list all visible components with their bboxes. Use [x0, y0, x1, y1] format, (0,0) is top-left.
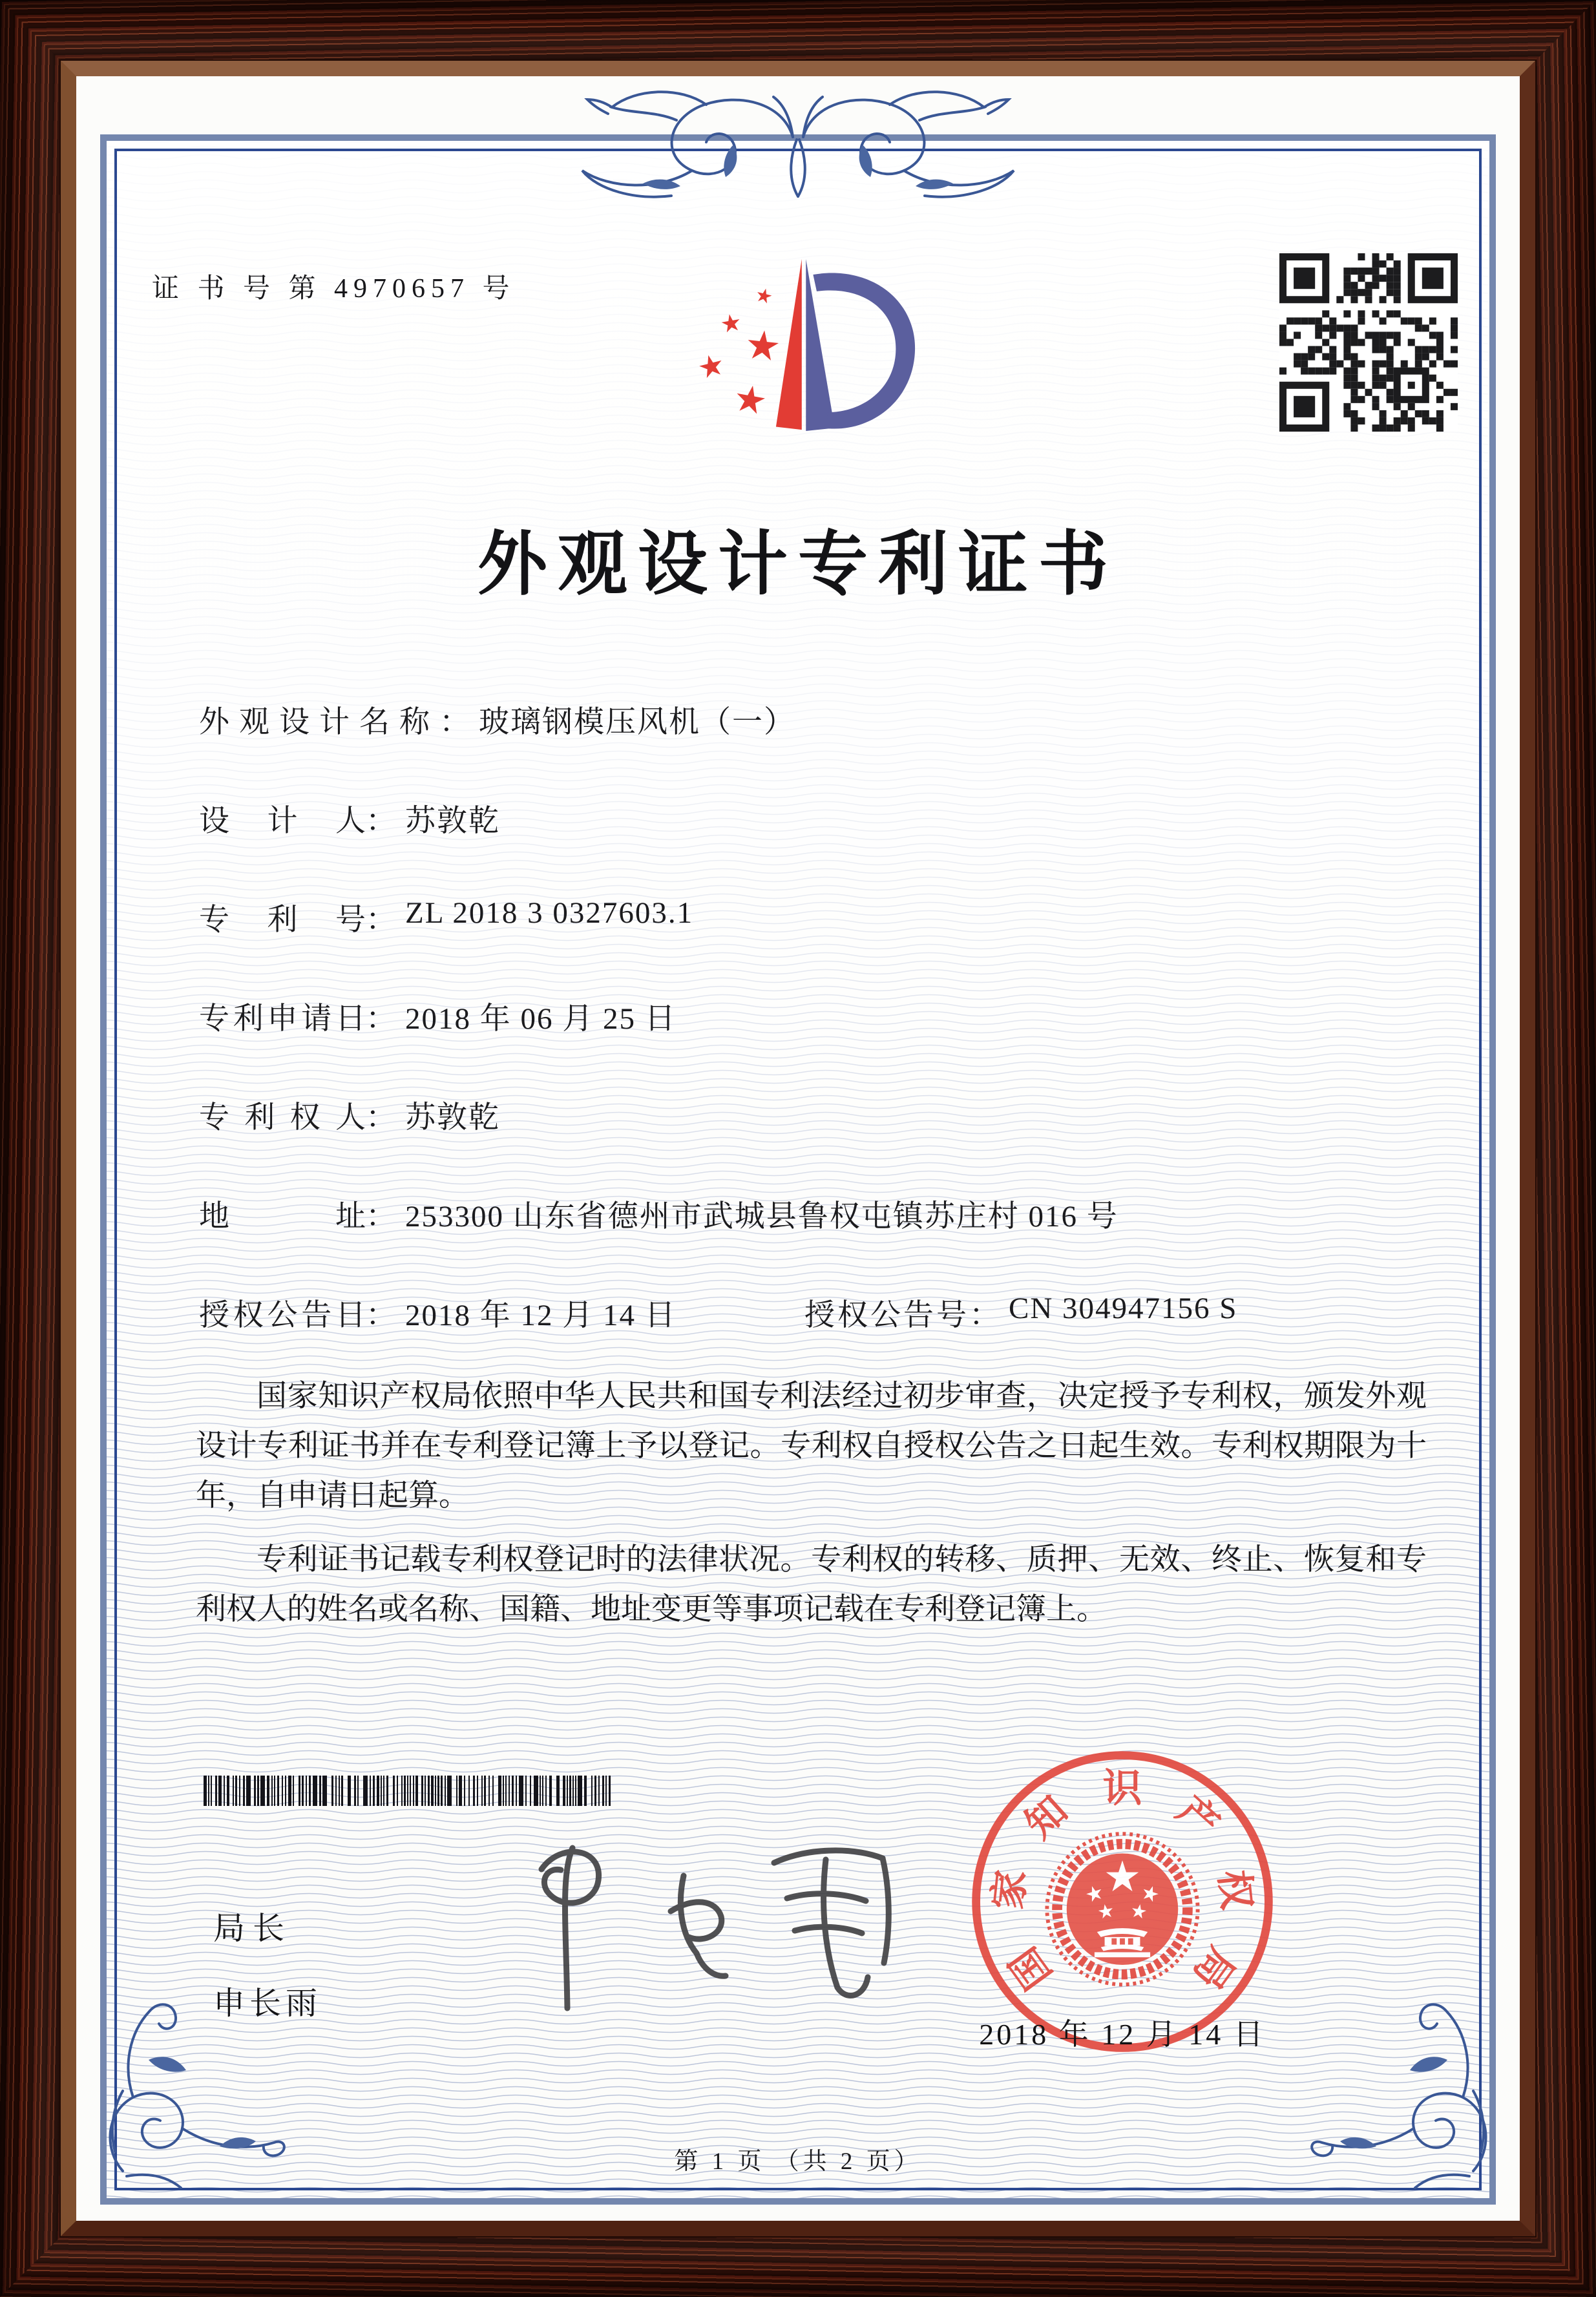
field-colon: ： [366, 1002, 396, 1036]
barcode-bar [519, 1776, 523, 1806]
field-label: 外观设计名称 [199, 706, 439, 739]
field-colon: ： [366, 1200, 396, 1233]
seal-char: 识 [1102, 1767, 1142, 1811]
officer-block [213, 1904, 322, 2024]
grant-number-field [804, 1291, 1237, 1334]
field-value: 苏敦乾 [405, 804, 500, 838]
field-row-design-name [199, 698, 1427, 797]
barcode-gap [494, 1776, 498, 1806]
qr-code-icon [1279, 253, 1458, 432]
seal-date: 2018 年 12 月 14 日 [979, 2018, 1266, 2051]
logo-stars [697, 287, 780, 415]
field-colon: ： [969, 1299, 1000, 1332]
field-colon: ： [366, 903, 396, 937]
field-label: 设计人 [199, 804, 366, 838]
barcode-bar [578, 1776, 582, 1806]
legal-paragraph-1: 国家知识产权局依照中华人民共和国专利法经过初步审查，决定授予专利权，颁发外观设计专利证书并在专利登记簿上予以登记。专利权自授权公告之日起生效。专利权期限为十年，自申请日起算。 [196, 1379, 1427, 1513]
field-label: 地址 [199, 1200, 366, 1233]
field-label: 专利申请日 [199, 1002, 366, 1036]
barcode-bar [322, 1776, 327, 1806]
field-value: ZL 2018 3 0327603.1 [405, 896, 694, 930]
field-colon: ： [366, 804, 396, 838]
field-colon: ： [366, 1101, 396, 1135]
field-colon: ： [439, 706, 470, 739]
field-value: 玻璃钢模压风机（一） [479, 706, 795, 739]
field-row-address [199, 1192, 1427, 1291]
officer-title: 局长 [213, 1911, 293, 1946]
barcode-gap [359, 1776, 363, 1806]
seal-char: 知 [1018, 1788, 1076, 1847]
field-value: CN 304947156 S [1009, 1292, 1238, 1325]
barcode-gap [388, 1776, 393, 1806]
certificate-content [76, 76, 1520, 2221]
field-value: 2018 年 06 月 25 日 [405, 1002, 677, 1036]
barcode-gap [611, 1776, 612, 1806]
barcode-bar [260, 1776, 265, 1806]
barcode-gap [343, 1776, 348, 1806]
barcode [204, 1776, 612, 1806]
field-label: 授权公告号 [804, 1299, 969, 1332]
legal-paragraph-2: 专利证书记载专利权登记时的法律状况。专利权的转移、质押、无效、终止、恢复和专利权人的姓名或名称、国籍、地址变更等事项记载在专利登记簿上。 [196, 1543, 1427, 1626]
legal-text [196, 1372, 1427, 1635]
field-list [199, 698, 1427, 1390]
barcode-bar [363, 1776, 368, 1806]
barcode-gap [552, 1776, 556, 1806]
certificate-title: 外观设计专利证书 [477, 523, 1118, 605]
barcode-bar [246, 1776, 251, 1806]
field-label: 授权公告日 [199, 1299, 366, 1332]
national-emblem-icon [1047, 1834, 1197, 1984]
seal-char: 家 [987, 1868, 1034, 1912]
field-row-patent-number [199, 896, 1427, 994]
seal-char: 产 [1168, 1788, 1227, 1847]
barcode-gap [452, 1776, 456, 1806]
field-colon: ： [366, 1299, 396, 1332]
field-value: 苏敦乾 [405, 1101, 500, 1135]
seal-char: 权 [1210, 1868, 1258, 1912]
seal-char: 国 [1002, 1939, 1060, 1997]
barcode-bar [447, 1776, 452, 1806]
barcode-bar [313, 1776, 317, 1806]
certificate-paper [76, 76, 1520, 2221]
seal-char: 局 [1184, 1939, 1243, 1997]
field-value: 253300 山东省德州市武城县鲁权屯镇苏庄村 016 号 [405, 1200, 1118, 1233]
director-signature [464, 1814, 916, 2028]
barcode-gap [327, 1776, 331, 1806]
field-row-designer [199, 797, 1427, 896]
page-footer: 第 1 页 （共 2 页） [674, 2148, 922, 2175]
field-row-filing-date [199, 994, 1427, 1093]
field-label: 专利号 [199, 903, 366, 937]
cnipa-logo-icon [674, 249, 926, 447]
field-label: 专利权人 [199, 1101, 366, 1135]
logo-cone-red [776, 259, 802, 430]
barcode-gap [294, 1776, 299, 1806]
certificate-number: 证 书 号 第 4970657 号 [152, 274, 516, 304]
barcode-gap [587, 1776, 591, 1806]
barcode-bar [534, 1776, 538, 1806]
field-row-patentee [199, 1093, 1427, 1192]
field-value: 2018 年 12 月 14 日 [405, 1299, 677, 1332]
officer-name: 申长雨 [213, 1986, 322, 2021]
